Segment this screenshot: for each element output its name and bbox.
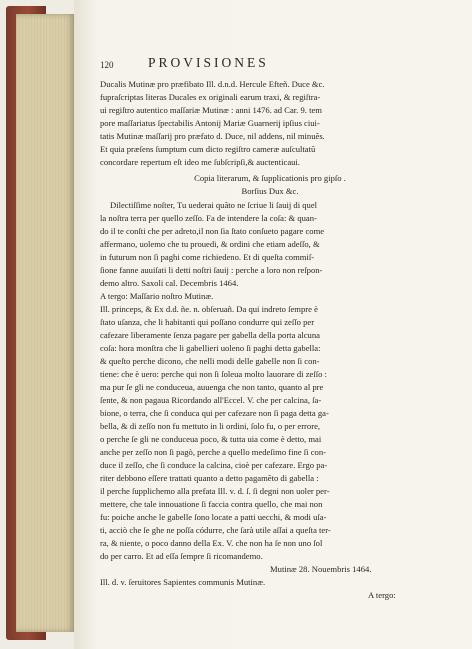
text-line: ma pur ſe gli ne conduceua, auuenga che non tanto, quanto al pre [100,382,324,392]
text-line: Ducalis Mutinæ pro præfibato Ill. d.n.d. Hercule Efteñ. Duce &c. [100,79,325,89]
text-line: tatis Mutinæ maſſarij pro præfato d. Duce, nil addens, nil minuẽs. [100,131,325,141]
text-line: coſa: hora monſtra che li gabellieri uoleno ſi paghi detta gabella: [100,343,321,353]
text-line: la noſtra terra per quello zeſſo. Fa de intendere la coſa: & quan- [100,213,317,223]
page-header [100,57,440,71]
text-line: pore maſſariatus ſpectabilis Antonij Mariæ Guarnerij ipſius ciui- [100,118,320,128]
text-line: affermano, uolemo che tu prouedi, & ordini che etiam adeſſo, & [100,239,320,249]
text-line: riter debbono eſſere trattati quanto a detto pagamẽto di gabella : [100,473,319,483]
text-line: do per carro. Et ad eſſa ſempre ſi ricomandemo. [100,551,263,561]
text-line: ti, acciò che ſe ghe ne poſſa códurre, che ſarà utile aſſai a queſta ter- [100,525,331,535]
text-line: tiene: che è uero: perche qui non ſi ſoleua molto lauorare di zeſſo : [100,369,327,379]
text-line: ſente, & non pagaua Ricordando all'Eccel. V. che per calcina, ſa- [100,395,322,405]
text-line: ſione fanne auuiſati li detti noſtri ſauij : perche a loro non reſpon- [100,265,323,275]
text-line: o perche ſe gli ne conduceua poco, & tutta uia come è detto, mai [100,434,322,444]
a-tergo-line: A tergo: [368,590,396,600]
text-line: do il te conſti che per adreto,il non ſia ſtato conſueto pagare come [100,226,325,236]
signature-line: Ill. d. v. ſeruitores Sapientes communis Mutinæ. [100,577,266,587]
page-edges [16,14,74,632]
text-line: anche per zeſſo non ſi pagò, perche a quello medeſimo fine ſi con- [100,447,326,457]
text-line: ſtato uſanza, che li habitanti qui poſſano condurre qui zeſſo per [100,317,315,327]
text-line: bione, o terra, che ſi conduca qui per cafezare non ſi paga detta ga- [100,408,329,418]
text-line: fu: poiche anche le gabelle ſono locate a patti uecchi, & modi uſa- [100,512,327,522]
letter-sender: Borſius Dux &c. [241,186,299,196]
text-line: ra, & niente, o poco danno della Ex. V. che non ha ſe non uno ſol [100,538,323,548]
text-line: cafezare liberamente ſenza pagare per gabella della porta alcuna [100,330,320,340]
text-line: Dilectiſſime noſter, Tu uederai quãto ne ſcriue li ſauij di quel [110,200,318,210]
text-line: & queſto perche dicono, che nelli modi delle gabelle non ſi con- [100,356,320,366]
text-line: bella, & di zeſſo non fu mettuto in li ordini, ſolo fu, o per errore, [100,421,321,431]
text-line: demo altro. Saxoli cal. Decembris 1464. [100,278,239,288]
text-line: Ill. princeps, & Ex d.d. ñe. n. obſeruañ. Da qui indreto ſempre è [100,304,318,314]
text-line: A tergo: Maſſario noſtro Mutinæ. [100,291,214,301]
running-head: PROVISIONES [148,55,269,70]
text-line: concordare repertum eſt ideo me ſubſcripſi,& auctenticaui. [100,157,300,167]
page-number: 120 [100,60,114,70]
date-line: Mutinæ 28. Nouembris 1464. [270,564,372,574]
letter-title: Copia literarum, & ſupplicationis pro gipſo . [194,173,346,183]
text-line: il perche ſupplichemo alla prefata Ill. v. d. ſ. ſi degni non uoler per- [100,486,330,496]
text-line: in futurum non ſi paghi come richiedeno. Et di queſta commiſ- [100,252,315,262]
text-line: duce il zeſſo, che ſi conduce la calcina, cioè per cafezare. Ergo pa- [100,460,328,470]
text-line: ui regiſtro autentico maſſariæ Mutinæ : anni 1476. ad Car. 9. tem [100,105,322,115]
text-line: mettere, che tale innouatione ſi faccia contra quello, che mai non [100,499,323,509]
text-line: Et quia præſens ſumptum cum dicto regiſtro cameræ auſcultatũ [100,144,316,154]
text-line: fupraſcriptas literas Ducales ex originali earum traxi, & regiſtra- [100,92,321,102]
